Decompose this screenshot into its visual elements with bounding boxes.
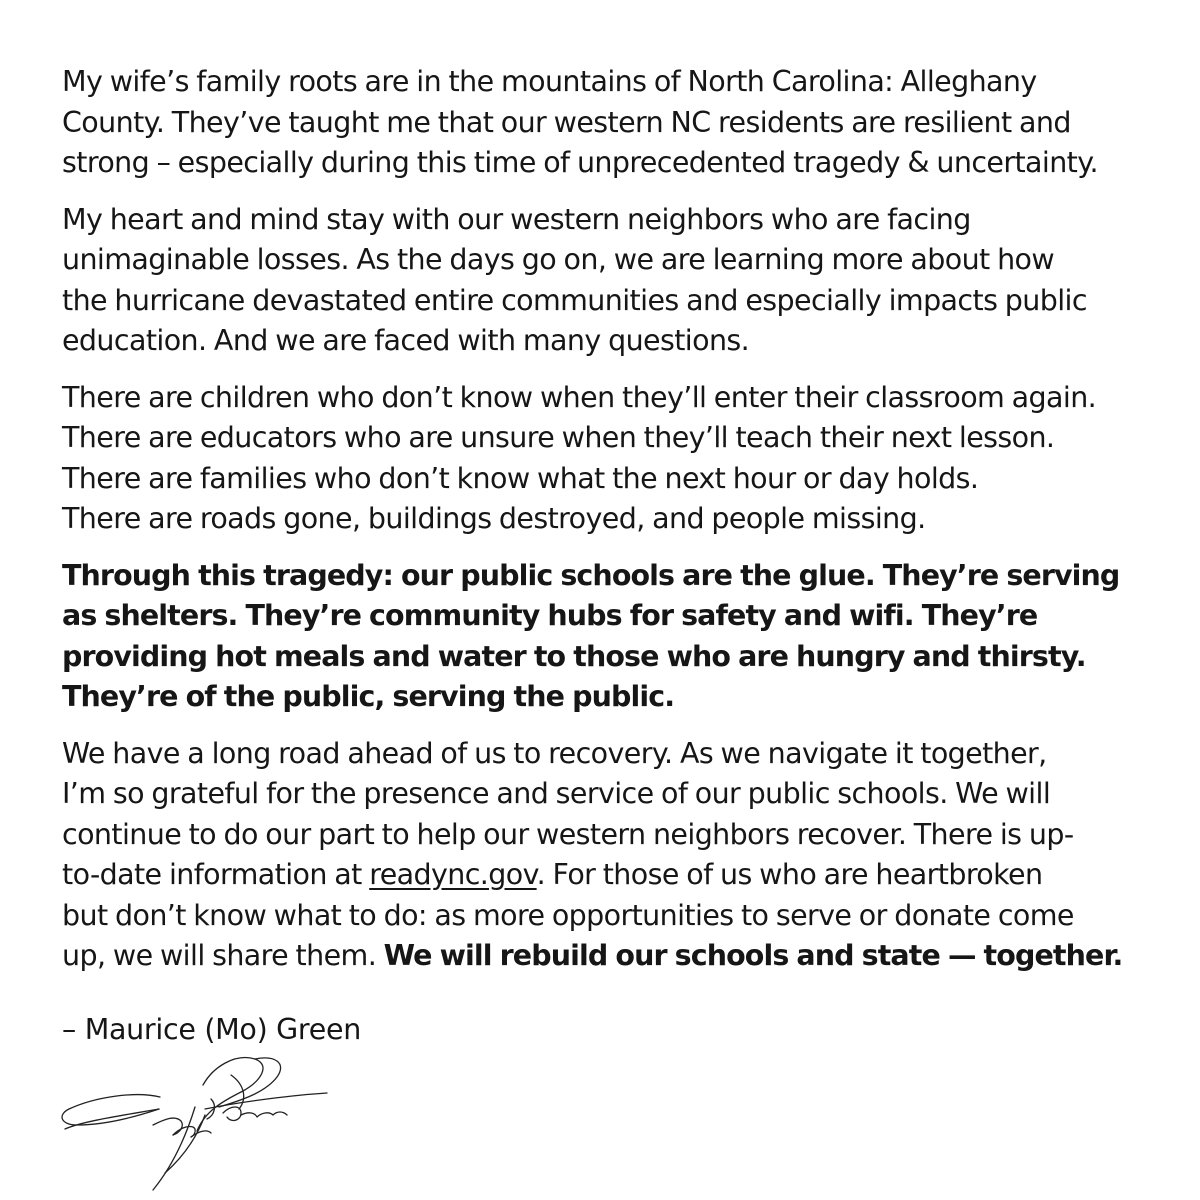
text-line: unimaginable losses. As the days go on, we are learning more about how (62, 243, 1055, 276)
text-line: education. And we are faced with many questions. (62, 324, 750, 357)
text-line: as shelters. They’re community hubs for safety and wifi. They’re (62, 599, 1038, 632)
text-line: I’m so grateful for the presence and service of our public schools. We will (62, 777, 1051, 810)
text-segment: to-date information at (62, 858, 370, 891)
text-line: There are roads gone, buildings destroyed, and people missing. (62, 502, 926, 535)
text-line: providing hot meals and water to those who are hungry and thirsty. (62, 639, 1086, 673)
text-segment: up, we will share them. (62, 939, 384, 972)
paragraph-schools-are-the-glue (62, 556, 1182, 718)
paragraph-road-to-recovery (62, 734, 1182, 977)
paragraph-heart-and-mind (62, 200, 1182, 362)
text-line: There are educators who are unsure when they’ll teach their next lesson. (62, 421, 1055, 454)
closing-bold-statement: We will rebuild our schools and state — together. (383, 939, 1123, 972)
closing-line (62, 936, 1182, 977)
text-line: the hurricane devastated entire communities and especially impacts public (62, 283, 1087, 317)
handwritten-signature (55, 1045, 335, 1195)
text-line: My wife’s family roots are in the mountains of North Carolina: Alleghany (62, 65, 1037, 98)
text-line: My heart and mind stay with our western neighbors who are facing (62, 202, 971, 236)
text-line: There are families who don’t know what the next hour or day holds. (62, 461, 979, 495)
text-line: continue to do our part to help our western neighbors recover. There is up- (62, 817, 1074, 851)
text-line-with-link (62, 855, 1182, 896)
signoff-name: – Maurice (Mo) Green (62, 1013, 361, 1046)
text-line: There are children who don’t know when they’ll enter their classroom again. (62, 380, 1097, 414)
paragraph-family-roots (62, 62, 1182, 184)
text-line: They’re of the public, serving the public. (62, 680, 675, 713)
readync-link[interactable]: readync.gov (369, 858, 537, 891)
text-line: We have a long road ahead of us to recovery. As we navigate it together, (62, 736, 1047, 770)
text-line: but don’t know what to do: as more opportunities to serve or donate come (62, 898, 1074, 932)
text-line: County. They’ve taught me that our western NC residents are resilient and (62, 105, 1071, 139)
text-line: strong – especially during this time of unprecedented tragedy & uncertainty. (62, 146, 1098, 179)
paragraph-there-are (62, 378, 1182, 540)
text-segment: . For those of us who are heartbroken (536, 858, 1043, 891)
letter-body (62, 62, 1182, 977)
text-line: Through this tragedy: our public schools are the glue. They’re serving (62, 558, 1120, 592)
